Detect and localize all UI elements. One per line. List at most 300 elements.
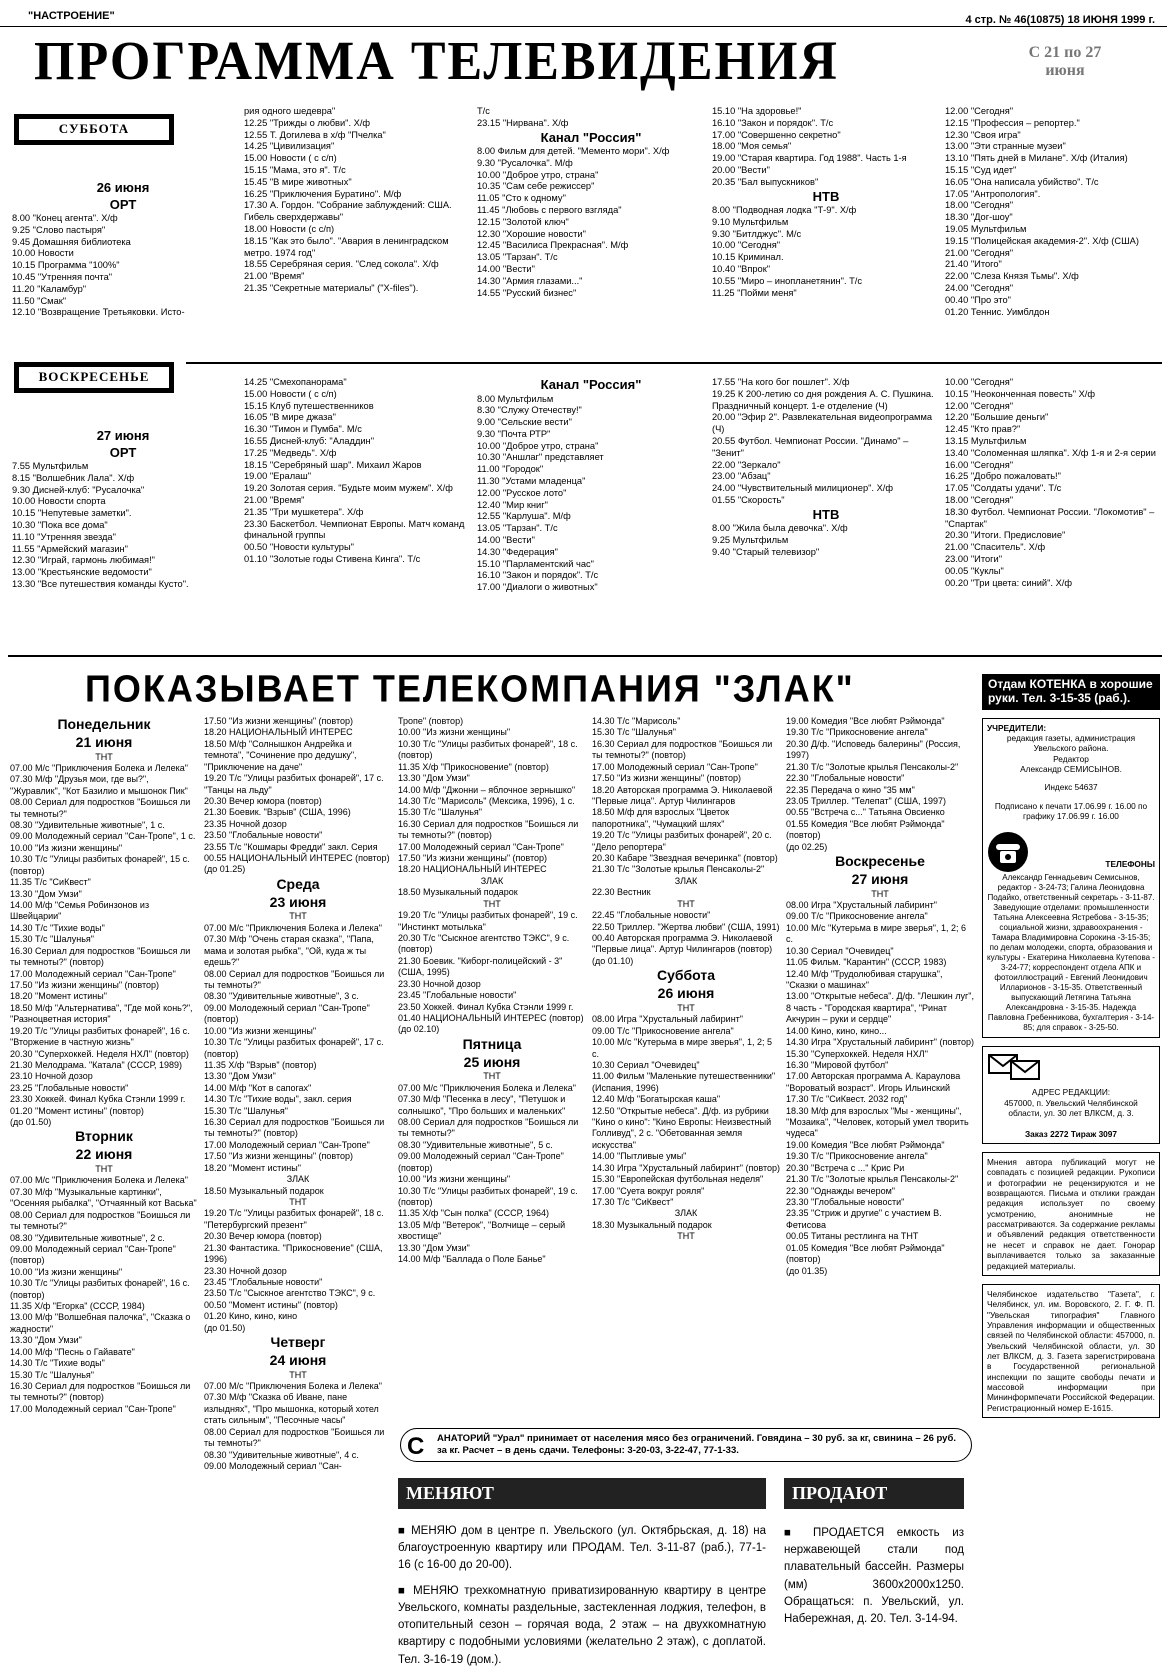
zlak-listing-item: 08.00 Игра "Хрустальный лабиринт" bbox=[592, 1014, 743, 1025]
listing-item: 18.15 "Как это было". "Авария в ленинградском метро. 1974 год" bbox=[244, 235, 449, 258]
zlak-listing-item: 13.00 М/ф "Волшебная палочка", "Сказка о жадности" bbox=[10, 1312, 191, 1334]
zlak-listing-item: 01.20 Кино, кино, кино bbox=[204, 1311, 298, 1322]
saturday-col-2 bbox=[244, 106, 472, 352]
zlak-listing-item: 23.10 Ночной дозор bbox=[10, 1071, 93, 1082]
listing-item: 9.30 "Битлджус". М/с bbox=[712, 228, 802, 239]
zlak-listing-item: 13.05 М/ф "Ветерок", "Волчище – серый хвостище" bbox=[398, 1219, 566, 1242]
listing-item: 00.05 "Куклы" bbox=[945, 565, 1004, 576]
zlak-listing-item: 22.35 Передача о кино "35 мм" bbox=[786, 784, 915, 795]
zlak-col-2 bbox=[204, 716, 392, 1671]
zlak-listing-item: 17.00 Молодежный сериал "Сан-Тропе" bbox=[398, 841, 564, 852]
zlak-listing-item: 07.00 М/с "Приключения Болека и Лелека" bbox=[398, 1082, 576, 1093]
listing-item: 16.10 "Закон и порядок". Т/с bbox=[712, 117, 834, 128]
sunday-label: ВОСКРЕСЕНЬЕ bbox=[18, 366, 170, 389]
sell-title: ПРОДАЮТ bbox=[784, 1478, 964, 1509]
publisher-info: Челябинское издательство "Газета", г. Челябинск, ул. им. Воровского, 2. Г. Ф. П. "Увельская типография" Главного Управления информации и общественных связей по Челябинской области: 457000, п. Увельский Челябинской области, ул. 30 лет ВЛКСМ, д. 3. Газета зарегистрирована в Государственной региональной инспекции по защите свободы печати и массовой информации при Мининформпечати Российской Федерации. Регистрационный номер Е-1615. bbox=[982, 1284, 1160, 1418]
zlak-listing-item: 23.55 Т/с "Кошмары Фредди" закл. Серия bbox=[204, 841, 378, 852]
listing-item: 16.25 "Добро пожаловать!" bbox=[945, 471, 1061, 482]
date-range bbox=[1000, 44, 1130, 79]
zlak-day-heading: 25 июня bbox=[463, 1053, 521, 1070]
listing-item: 17.00 "Диалоги о животных" bbox=[477, 582, 598, 593]
zlak-day-heading: 27 июня bbox=[851, 870, 909, 887]
zlak-channel-label: ЗЛАК bbox=[674, 875, 698, 886]
listing-item: 10.00 Новости спорта bbox=[12, 496, 106, 507]
listing-item: 20.55 Футбол. Чемпионат России. "Динамо" – "Зенит" bbox=[712, 435, 909, 458]
sunday-col-2 bbox=[244, 377, 472, 647]
zlak-listing-item: 09.00 Молодежный сериал "Сан- bbox=[204, 1460, 342, 1471]
listing-item: 00.50 "Новости культуры" bbox=[244, 542, 354, 553]
zlak-listing-item: 10.30 Т/с "Улицы разбитых фонарей", 15 с. (повтор) bbox=[10, 854, 190, 876]
date-range-line: июня bbox=[1045, 61, 1085, 79]
listing-item: 7.55 Мультфильм bbox=[12, 461, 89, 471]
zlak-listing-item: 23.30 "Глобальные новости" bbox=[786, 1196, 905, 1207]
zlak-channel-label: ЗЛАК bbox=[674, 1208, 698, 1219]
listing-item: 12.10 "Возвращение Третьяковки. Исто- bbox=[12, 307, 185, 318]
listing-item: 10.15 "Неоконченная повесть" Х/ф bbox=[945, 388, 1096, 399]
zlak-listing-item: 14.00 Кино, кино, кино... bbox=[786, 1025, 887, 1036]
zlak-channel-label: ТНТ bbox=[483, 1071, 501, 1082]
zlak-listing-item: 15.30 Т/с "Шалунья" bbox=[204, 1105, 288, 1116]
phones-list: Александр Геннадьевич Семисынов, редактор - 3-24-73; Галина Леонидовна Подайко, ответственный секретарь - 3-11-87. Заведующие отделами: промышленности Татьяна Алексеевна Ястребова - 3-15-35; социальной жизни, здравоохранения - Тамара Владимировна Сорокина -3-15-35; по делам молодежи, спорта, образования и культуры - Екатерина Николаевна Кутепова - 3-24-77; корреспондент отдела АПК и фотоиллюстраций - Евгений Леонидович Илларионов - 3-15-35. Ответственный выпускающий Летягина Татьяна Александровна - 3-15-35. Надежда Павловна Гребенникова, бухгалтерия - 3-14-85; для справок - 3-25-50. bbox=[987, 873, 1155, 1033]
zlak-listing-item: 14.00 М/ф "Джонни – яблочное зернышко" bbox=[398, 784, 576, 795]
zlak-listing-item: 14.30 Т/с "Тихие воды" bbox=[10, 922, 105, 933]
zlak-listing-item: 14.30 Т/с "Тихие воды" bbox=[10, 1358, 105, 1369]
zlak-listing-item: 19.20 Т/с "Улицы разбитых фонарей", 17 с. "Танцы на льду" bbox=[204, 773, 384, 795]
zlak-channel-label: ТНТ bbox=[289, 911, 307, 922]
listing-item: 8.15 "Волшебник Лала". Х/ф bbox=[12, 472, 135, 483]
zlak-listing-item: 09.00 Т/с "Прикосновение ангела" bbox=[786, 911, 928, 922]
zlak-col-4 bbox=[592, 716, 780, 1424]
zlak-listing-item: 17.00 Молодежный сериал "Сан-Тропе" bbox=[592, 761, 758, 772]
saturday-col-4 bbox=[712, 106, 940, 352]
zlak-listing-item: 07.30 М/ф "Сказка об Иване, пане излыднях", "Про мышонка, который хотел стать сильным", "Песочные часы" bbox=[204, 1392, 379, 1426]
zlak-listing-item: (до 01.50) bbox=[204, 1322, 246, 1333]
zlak-day-heading: Суббота bbox=[656, 967, 716, 984]
section-rule bbox=[8, 655, 1162, 657]
listing-item: 14.25 "Смехопанорама" bbox=[244, 377, 347, 387]
zlak-listing-item: (до 01.50) bbox=[10, 1117, 52, 1128]
zlak-listing-item: 14.30 Т/с "Тихие воды", закл. серия bbox=[204, 1094, 352, 1105]
zlak-listing-item: 08.30 "Удивительные животные", 4 с. bbox=[204, 1449, 359, 1460]
listing-item: 12.30 "Играй, гармонь любимая!" bbox=[12, 555, 155, 566]
zlak-listing-item: 10.30 Т/с "Улицы разбитых фонарей", 16 с. (повтор) bbox=[10, 1278, 190, 1300]
channel-heading: НТВ bbox=[812, 188, 840, 204]
listing-item: 9.25 "Слово пастыря" bbox=[12, 224, 106, 235]
zlak-listing-item: 15.30 "Европейская футбольная неделя" bbox=[592, 1174, 764, 1185]
listing-item: 14.30 "Федерация" bbox=[477, 546, 558, 557]
zlak-listing-item: 01.05 Комедия "Все любят Рэймонда" (повтор) bbox=[786, 1242, 945, 1265]
zlak-listing-item: 23.30 Ночной дозор bbox=[204, 1265, 287, 1276]
newspaper-name: "НАСТРОЕНИЕ" bbox=[28, 10, 115, 22]
listing-item: 16.10 "Закон и порядок". Т/с bbox=[477, 570, 599, 581]
zlak-listing-item: 10.00 М/с "Кутерьма в мире зверья", 1, 2; 6 с. bbox=[786, 922, 966, 945]
zlak-listing-item: 21.30 Т/с "Золотые крылья Пенсаколы-2" bbox=[786, 1174, 959, 1185]
zlak-listing-item: 17.00 Молодежный сериал "Сан-Тропе" bbox=[10, 968, 176, 979]
zlak-listing-item: 18.30 М/ф для взрослых "Мы - женщины", "Мозаика", "Человек, который умел творить чудеса" bbox=[786, 1105, 969, 1139]
listing-item: 15.10 "Парламентский час" bbox=[477, 558, 594, 569]
zlak-channel-label: ТНТ bbox=[871, 888, 889, 899]
listing-item: 19.25 К 200-летию со дня рождения А. С. Пушкина. Праздничный концерт. 1-е отделение (Ч) bbox=[712, 388, 934, 411]
zlak-day-heading: 24 июня bbox=[269, 1351, 327, 1368]
zlak-col-3 bbox=[398, 716, 586, 1424]
listing-item: 23.00 "Абзац" bbox=[712, 471, 771, 482]
zlak-listing-item: 17.00 Авторская программа А. Караулова "Вороватый возраст". Игорь Ильинский bbox=[786, 1071, 961, 1093]
zlak-listing-item: 18.50 Музыкальный подарок bbox=[204, 1185, 324, 1196]
address: 457000, п. Увельский Челябинской области, ул. 30 лет ВЛКСМ, д. 3. bbox=[1004, 1097, 1138, 1119]
zlak-title: ПОКАЗЫВАЕТ ТЕЛЕКОМПАНИЯ "ЗЛАК" bbox=[85, 666, 855, 711]
zlak-listing-item: 13.30 "Дом Умзи" bbox=[10, 1335, 82, 1346]
listing-item: 17.05 "Солдаты удачи". Т/с bbox=[945, 483, 1062, 494]
listing-item: 8.00 "Жила была девочка". Х/ф bbox=[712, 523, 848, 534]
listing-item: 9.10 Мультфильм bbox=[712, 216, 789, 227]
zlak-channel-label: ТНТ bbox=[289, 1196, 307, 1207]
zlak-listing-item: 07.30 М/ф "Очень старая сказка", "Папа, мама и золотая рыбка", "Ой, куда ж ты едешь?" bbox=[204, 934, 374, 968]
date-range-line: С 21 по 27 bbox=[1028, 44, 1102, 61]
zlak-listing-item: 19.20 Т/с "Улицы разбитых фонарей", 18 с. "Петербургский презент" bbox=[204, 1208, 384, 1230]
zlak-listing-item: 10.30 Т/с "Улицы разбитых фонарей", 17 с. (повтор) bbox=[204, 1037, 384, 1059]
listing-item: 19.00 "Старая квартира. Год 1988". Часть 1-я bbox=[712, 153, 907, 164]
telephone-icon bbox=[987, 831, 1029, 873]
zlak-listing-item: (до 01.35) bbox=[786, 1265, 828, 1276]
zlak-listing-item: 08.30 "Удивительные животные", 3 с. bbox=[204, 991, 359, 1002]
listing-item: 19.20 Золотая серия. "Будьте моим мужем". Х/ф bbox=[244, 483, 453, 494]
zlak-listing-item: 22.30 "Однажды вечером" bbox=[786, 1185, 895, 1196]
zlak-day-heading: Четверг bbox=[270, 1334, 326, 1351]
channel-heading: НТВ bbox=[812, 506, 840, 522]
zlak-listing-item: 14.30 Игра "Хрустальный лабиринт" (повтор) bbox=[592, 1162, 780, 1173]
zlak-listing-item: 18.50 М/ф "Солнышкон Андрейка и темнота", "Сочинение про дедушку", "Приключение на даче" bbox=[204, 738, 357, 772]
exchange-ad: ■ МЕНЯЮ дом в центре п. Увельского (ул. Октябрьская, д. 18) на благоустроенную квартиру или ПРОДАМ. Тел. 3-11-87 (раб.), 77-1-16 (с 16-00 до 20-00). bbox=[398, 1524, 766, 1572]
channel-heading: Канал "Россия" bbox=[540, 377, 642, 392]
listing-item: 01.20 Теннис. Уимблдон bbox=[945, 306, 1050, 317]
listing-item: 10.35 "Сам себе режиссер" bbox=[477, 181, 595, 192]
listing-item: 10.15 Криминал. bbox=[712, 252, 784, 263]
listing-item: 14.30 "Армия глазами..." bbox=[477, 275, 583, 286]
zlak-listing-item: 13.30 "Дом Умзи" bbox=[204, 1071, 276, 1082]
listing-item: 16.05 "В мире джаза" bbox=[244, 412, 336, 423]
listing-item: 8.00 Фильм для детей. "Мементо мори". Х/ф bbox=[477, 146, 670, 157]
zlak-listing-item: 20.30 Вечер юмора (повтор) bbox=[204, 795, 322, 806]
listing-item: 12.15 "Профессия – репортер." bbox=[945, 117, 1080, 128]
order-circulation: Заказ 2272 Тираж 3097 bbox=[1024, 1128, 1118, 1139]
zlak-listing-item: 18.50 Музыкальный подарок bbox=[398, 887, 518, 898]
zlak-listing-item: 15.30 Т/с "Шалунья" bbox=[592, 727, 676, 738]
zlak-listing-item: 18.20 НАЦИОНАЛЬНЫЙ ИНТЕРЕС bbox=[204, 727, 353, 738]
zlak-listing-item: 01.40 НАЦИОНАЛЬНЫЙ ИНТЕРЕС (повтор) bbox=[398, 1012, 584, 1023]
listing-item: 00.20 "Три цвета: синий". Х/ф bbox=[945, 577, 1073, 588]
zlak-listing-item: 21.30 Боевик. "Киборг-полицейский - 3" (США, 1995) bbox=[398, 955, 563, 978]
zlak-listing-item: 16.30 Сериал для подростков "Боишься ли ты темноты?" (повтор) bbox=[10, 1381, 191, 1403]
listing-item: 21.40 "Итого" bbox=[945, 259, 1002, 270]
listing-item: 18.30 Футбол. Чемпионат России. "Локомотив" – "Спартак" bbox=[945, 506, 1155, 529]
zlak-listing-item: 19.30 Т/с "Прикосновение ангела" bbox=[786, 1151, 928, 1162]
channel-heading: 27 июня bbox=[96, 428, 150, 443]
listing-item: 12.00 "Сегодня" bbox=[945, 400, 1014, 411]
zlak-listing-item: 00.50 "Момент истины" (повтор) bbox=[204, 1299, 338, 1310]
listing-item: 17.00 "Совершенно секретно" bbox=[712, 129, 841, 140]
zlak-listing-item: 17.00 Молодежный сериал "Сан-Тропе" bbox=[10, 1403, 176, 1414]
listing-item: 9.40 "Старый телевизор" bbox=[712, 546, 820, 557]
zlak-listing-item: 09.00 Молодежный сериал "Сан-Тропе" (повтор) bbox=[398, 1151, 564, 1173]
zlak-listing-item: 23.05 Триллер. "Телепат" (США, 1997) bbox=[786, 795, 946, 806]
zlak-day-heading: Среда bbox=[276, 875, 320, 892]
zlak-listing-item: 09.00 Т/с "Прикосновение ангела" bbox=[592, 1025, 734, 1036]
zlak-listing-item: 11.35 Х/ф "Егорка" (СССР, 1984) bbox=[10, 1301, 145, 1312]
listing-item: 21.00 "Время" bbox=[244, 271, 305, 282]
listing-item: 24.00 "Сегодня" bbox=[945, 282, 1014, 293]
zlak-listing-item: 15.30 "Суперхоккей. Неделя НХЛ" bbox=[786, 1048, 928, 1059]
listing-item: 15.00 Новости ( с с/п) bbox=[244, 388, 337, 399]
zlak-listing-item: 11.35 Х/ф "Сын полка" (СССР, 1964) bbox=[398, 1208, 549, 1219]
zlak-listing-item: 14.00 М/ф "Баллада о Поле Банье" bbox=[398, 1254, 546, 1265]
sidebar bbox=[982, 674, 1160, 1418]
subscription-index: Индекс 54637 bbox=[1044, 782, 1098, 793]
zlak-listing-item: 13.30 "Дом Умзи" bbox=[398, 773, 470, 784]
listing-item: 10.55 "Миро – инопланетянин". Т/с bbox=[712, 275, 863, 286]
zlak-listing-item: 19.20 Т/с "Улицы разбитых фонарей", 20 с. "Дело репортера" bbox=[592, 830, 772, 852]
zlak-listing-item: 00.05 Титаны рестлинга на ТНТ bbox=[786, 1231, 919, 1242]
listing-item: 10.15 Программа "100%" bbox=[12, 260, 120, 271]
channel-heading: Канал "Россия" bbox=[540, 129, 642, 145]
listing-item: 8.00 Мультфильм bbox=[477, 393, 554, 404]
zlak-listing-item: 14.00 М/ф "Семья Робинзонов из Швейцарии" bbox=[10, 900, 150, 922]
listing-item: 13.00 "Крестьянские ведомости" bbox=[12, 567, 152, 578]
zlak-listing-item: 08.00 Сериал для подростков "Боишься ли ты темноты?" bbox=[398, 1117, 579, 1139]
listing-item: 18.30 "Дог-шоу" bbox=[945, 212, 1013, 223]
zlak-listing-item: 17.00 "Суета вокруг рояля" bbox=[592, 1185, 705, 1196]
zlak-listing-item: 10.00 "Из жизни женщины" bbox=[10, 842, 123, 853]
listing-item: 9.25 Мультфильм bbox=[712, 535, 789, 546]
listing-item: 9.30 "Почта РТР" bbox=[477, 428, 551, 439]
saturday-col-1 bbox=[12, 180, 234, 352]
listing-item: 9.45 Домашняя библиотека bbox=[12, 236, 131, 247]
listing-item: 10.40 "Впрок" bbox=[712, 264, 771, 275]
zlak-listing-item: 17.00 Молодежный сериал "Сан-Тропе" bbox=[204, 1139, 370, 1150]
zlak-listing-item: 23.50 Т/с "Сыскное агентство ТЭКС", 9 с. bbox=[204, 1288, 376, 1299]
ural-ad bbox=[400, 1428, 972, 1462]
editor-label: Редактор bbox=[1053, 753, 1089, 764]
address-box bbox=[982, 1046, 1160, 1143]
zlak-listing-item: 10.00 "Из жизни женщины" bbox=[398, 727, 511, 738]
listing-item: 13.40 "Соломенная шляпка". Х/ф 1-я и 2-я серии bbox=[945, 447, 1156, 458]
listing-item: 12.30 "Хорошие новости" bbox=[477, 228, 586, 239]
zlak-listing-item: 23.25 "Глобальные новости" bbox=[10, 1082, 129, 1093]
listing-item: 11.00 "Городок" bbox=[477, 464, 544, 475]
zlak-listing-item: 21.30 Т/с "Золотые крылья Пенсаколы-2" bbox=[786, 761, 959, 772]
zlak-listing-item: 19.00 Комедия "Все любят Рэймонда" bbox=[786, 716, 945, 726]
listing-item: 18.15 "Серебряный шар". Михаил Жаров bbox=[244, 459, 422, 470]
listing-item: 17.30 А. Гордон. "Собрание заблуждений: США. Гибель сверхдержавы" bbox=[244, 200, 452, 223]
zlak-listing-item: 19.30 Т/с "Прикосновение ангела" bbox=[786, 727, 928, 738]
zlak-listing-item: 23.35 Ночной дозор bbox=[204, 818, 287, 829]
zlak-listing-item: (до 02.25) bbox=[786, 841, 828, 852]
zlak-listing-item: 11.35 Х/ф "Взрыв" (повтор) bbox=[204, 1059, 317, 1070]
zlak-channel-label: ЗЛАК bbox=[480, 875, 504, 886]
listing-item: 23.00 "Итоги" bbox=[945, 553, 1003, 564]
zlak-listing-item: 07.30 М/ф "Музыкальные картинки", "Осенняя рыбалка", "Отчаянный кот Васька" bbox=[10, 1186, 197, 1209]
listing-item: 21.00 "Сегодня" bbox=[945, 247, 1014, 258]
saturday-label-box bbox=[14, 114, 174, 145]
zlak-listing-item: 08.30 "Удивительные животные", 2 с. bbox=[10, 1232, 165, 1243]
listing-item: 11.25 "Пойми меня" bbox=[712, 287, 797, 298]
founders: редакция газеты, администрация Увельского района. bbox=[1006, 732, 1136, 754]
zlak-listing-item: 09.00 Молодежный сериал "Сан-Тропе" (повтор) bbox=[204, 1002, 370, 1025]
zlak-day-heading: Пятница bbox=[462, 1035, 522, 1052]
zlak-listing-item: 08.30 "Удивительные животные", 5 с. bbox=[398, 1139, 553, 1150]
zlak-listing-item: 17.50 "Из жизни женщины" (повтор) bbox=[204, 1151, 354, 1162]
listing-item: 10.00 "Сегодня" bbox=[945, 377, 1014, 387]
zlak-listing-item: 17.50 "Из жизни женщины" (повтор) bbox=[592, 773, 742, 784]
listing-item: 15.15 Клуб путешественников bbox=[244, 400, 374, 411]
listing-item: 11.20 "Каламбур" bbox=[12, 283, 87, 294]
listing-item: 19.15 "Полицейская академия-2". Х/ф (США) bbox=[945, 235, 1139, 246]
zlak-listing-item: 11.05 Фильм. "Карантин" (СССР, 1983) bbox=[786, 957, 947, 968]
zlak-listing-item: 23.30 Ночной дозор bbox=[398, 978, 481, 989]
listing-item: 15.45 "В мире животных" bbox=[244, 176, 352, 187]
zlak-day-heading: 23 июня bbox=[269, 893, 327, 910]
zlak-listing-item: 18.20 Авторская программа Э. Николаевой "Первые лица". Артур Чилингаров bbox=[592, 784, 773, 806]
zlak-listing-item: 14.00 М/ф "Песнь о Гайавате" bbox=[10, 1346, 135, 1357]
imprint-box bbox=[982, 718, 1160, 1039]
listing-item: 24.00 "Чувствительный милиционер". Х/ф bbox=[712, 483, 894, 494]
zlak-listing-item: 08.00 Сериал для подростков "Боишься ли ты темноты?" bbox=[204, 1426, 385, 1449]
listing-item: 21.35 "Три мушкетера". Х/ф bbox=[244, 506, 364, 517]
zlak-listing-item: 23.45 "Глобальные новости" bbox=[204, 1276, 323, 1287]
zlak-channel-label: ЗЛАК bbox=[286, 1174, 310, 1185]
zlak-listing-item: 15.30 Т/с "Шалунья" bbox=[398, 807, 482, 818]
listing-item: 12.25 "Трижды о любви". Х/ф bbox=[244, 117, 371, 128]
listing-item: 18.55 Серебряная серия. "След сокола". Х/ф bbox=[244, 259, 439, 270]
listing-item: 8.00 "Подводная лодка "Т-9". Х/ф bbox=[712, 205, 857, 216]
saturday-label: СУББОТА bbox=[18, 118, 170, 141]
zlak-listing-item: 23.45 "Глобальные новости" bbox=[398, 990, 517, 1001]
listing-item: 13.05 "Тарзан". Т/с bbox=[477, 523, 558, 534]
issue-info: 4 стр. № 46(10875) 18 ИЮНЯ 1999 г. bbox=[965, 14, 1155, 26]
exchange-ad: ■ МЕНЯЮ трехкомнатную приватизированную квартиру в центре Увельского, комнаты раздельные, застекленная лоджия, телефон, в отопительный сезон – горячая вода, 2 этаж – на двухкомнатную квартиру с подобными условиями (желательно 2 этаж), с доплатой. Тел. 3-16-19 (дом.). bbox=[398, 1584, 766, 1666]
zlak-listing-item: 16.30 "Мировой футбол" bbox=[786, 1059, 889, 1070]
zlak-listing-item: 16.30 Сериал для подростков "Боишься ли ты темноты?" (повтор) bbox=[10, 945, 191, 968]
zlak-listing-item: 10.30 Т/с "Улицы разбитых фонарей", 18 с. (повтор) bbox=[398, 738, 578, 761]
listing-item: 17.55 "На кого бог пошлет". Х/ф bbox=[712, 377, 850, 387]
zlak-listing-item: 20.30 Д/ф. "Исповедь балерины" (Россия, 1997) bbox=[786, 738, 961, 761]
zlak-listing-item: 13.30 "Дом Умзи" bbox=[398, 1242, 470, 1253]
zlak-listing-item: 14.00 М/ф "Кот в сапогах" bbox=[204, 1082, 312, 1093]
listing-item: 12.00 "Сегодня" bbox=[945, 106, 1014, 116]
zlak-listing-item: 21.30 Т/с "Золотые крылья Пенсаколы-2" bbox=[592, 864, 765, 875]
editor-name: Александр СЕМИСЫНОВ. bbox=[1020, 764, 1122, 775]
sell-ad: ■ ПРОДАЕТСЯ емкость из нержавеющей стали под плавательный бассейн. Размеры (мм) 3600х2000х1250. Обращаться: п. Увельский, ул. Набережная, д. 20. Тел. 3-14-94. bbox=[784, 1526, 964, 1626]
listing-item: 14.25 "Цивилизация" bbox=[244, 141, 335, 152]
listing-item: 16.25 "Приключения Буратино". М/ф bbox=[244, 188, 402, 199]
exchange-title: МЕНЯЮТ bbox=[398, 1478, 766, 1509]
listing-item: 10.30 "Пока все дома" bbox=[12, 519, 108, 530]
zlak-listing-item: 15.30 Т/с "Шалунья" bbox=[10, 934, 94, 945]
sunday-col-3 bbox=[477, 377, 705, 647]
zlak-listing-item: 10.00 "Из жизни женщины" bbox=[398, 1174, 511, 1185]
disclaimer: Мнения автора публикаций могут не совпадать с позицией редакции. Рукописи и фотографии не рецензируются и не возвращаются. Письма и отклики граждан редакция использует по своему усмотрению, анонимные не рассматриваются. За содержание рекламы и объявлений редакция ответственности не несет и справок не дает. Гонорар выплачивается только за заказанные редакцией материалы. bbox=[982, 1152, 1160, 1276]
zlak-listing-item: 18.30 Музыкальный подарок bbox=[592, 1219, 712, 1230]
listing-item: 21.35 "Секретные материалы" ("X-files"). bbox=[244, 282, 419, 293]
channel-heading: 26 июня bbox=[96, 180, 150, 195]
listing-item: 12.20 "Большие деньги" bbox=[945, 412, 1049, 423]
zlak-listing-item: 08.30 "Удивительные животные", 1 с. bbox=[10, 820, 165, 831]
saturday-col-3 bbox=[477, 106, 705, 352]
zlak-listing-item: 07.30 М/ф "Друзья мои, где вы?", "Журавлик", "Кот Базилио и мышонок Пик" bbox=[10, 774, 188, 796]
zlak-channel-label: ТНТ bbox=[677, 898, 695, 909]
zlak-listing-item: 07.00 М/с "Приключения Болека и Лелека" bbox=[204, 1381, 382, 1391]
zlak-listing-item: 18.20 НАЦИОНАЛЬНЫЙ ИНТЕРЕС bbox=[398, 864, 547, 875]
listing-item: 20.00 "Вести" bbox=[712, 164, 770, 175]
zlak-day-heading: 26 июня bbox=[657, 985, 715, 1002]
listing-item: 15.15 "Суд идет" bbox=[945, 164, 1017, 175]
listing-item: 13.30 "Все путешествия команды Кусто". bbox=[12, 578, 189, 589]
listing-item: 12.00 "Русское лото" bbox=[477, 487, 567, 498]
saturday-col-5 bbox=[945, 106, 1160, 352]
zlak-listing-item: 10.30 Сериал "Очевидец" bbox=[786, 945, 894, 956]
zlak-listing-item: 12.40 М/ф "Трудолюбивая старушка", "Сказки о машинах" bbox=[786, 968, 943, 990]
zlak-listing-item: 20.30 "Суперхоккей. Неделя НХЛ" (повтор) bbox=[10, 1048, 189, 1059]
sell-section bbox=[784, 1478, 964, 1628]
zlak-listing-item: 21.30 Боевик. "Взрыв" (США, 1996) bbox=[204, 807, 351, 818]
zlak-listing-item: 10.30 Т/с "Улицы разбитых фонарей", 19 с. (повтор) bbox=[398, 1185, 578, 1207]
zlak-listing-item: 23.30 Хоккей. Финал Кубка Стэнли 1999 г. bbox=[10, 1094, 186, 1105]
zlak-listing-item: 18.20 "Момент истины" bbox=[204, 1162, 301, 1173]
zlak-listing-item: 19.00 Комедия "Все любят Рэймонда" bbox=[786, 1139, 945, 1150]
zlak-listing-item: 22.30 "Глобальные новости" bbox=[786, 773, 905, 784]
section-rule bbox=[186, 362, 1162, 364]
listing-item: 22.00 "Зеркало" bbox=[712, 459, 781, 470]
listing-item: 15.15 "Мама, это я". Т/с bbox=[244, 164, 346, 175]
zlak-day-heading: Понедельник bbox=[57, 716, 151, 732]
listing-item: 13.15 Мультфильм bbox=[945, 435, 1027, 446]
zlak-listing-item: 00.55 "Встреча с..." Татьяна Овсиенко bbox=[786, 807, 945, 818]
zlak-listing-item: (до 02.10) bbox=[398, 1024, 440, 1035]
listing-item: 12.40 "Мир книг" bbox=[477, 499, 548, 510]
zlak-listing-item: 14.30 Т/с "Марисоль" (Мексика, 1996), 1 с. bbox=[398, 795, 575, 806]
zlak-listing-item: 00.40 Авторская программа Э. Николаевой "Первые лица". Артур Чилингаров (повтор) bbox=[592, 933, 773, 955]
zlak-listing-item: 16.30 Сериал для подростков "Боишься ли ты темноты?" (повтор) bbox=[204, 1117, 385, 1139]
listing-item: 20.00 "Эфир 2". Развлекательная видеопрограмма (Ч) bbox=[712, 412, 933, 435]
zlak-listing-item: 16.30 Сериал для подростков "Боишься ли ты темноты?" (повтор) bbox=[592, 738, 773, 761]
zlak-listing-item: 20.30 Т/с "Сыскное агентство ТЭКС", 9 с. (повтор) bbox=[398, 933, 570, 955]
zlak-channel-label: ТНТ bbox=[95, 751, 113, 762]
zlak-listing-item: 20.30 Вечер юмора (повтор) bbox=[204, 1231, 322, 1242]
listing-item: 18.00 "Сегодня" bbox=[945, 200, 1014, 211]
listing-item: 10.30 "Аншлаг" представляет bbox=[477, 452, 604, 463]
listing-item: 9.00 "Сельские вести" bbox=[477, 417, 572, 428]
channel-heading: ОРТ bbox=[109, 196, 137, 212]
zlak-listing-item: 13.30 "Дом Умзи" bbox=[10, 888, 82, 899]
zlak-listing-item: 20.30 Кабаре "Звездная вечеринка" (повтор) bbox=[592, 853, 778, 864]
zlak-listing-item: 09.00 Молодежный сериал "Сан-Тропе", 1 с. bbox=[10, 831, 196, 842]
exchange-section bbox=[398, 1478, 766, 1669]
zlak-listing-item: 18.50 М/ф "Альтернатива", "Где мой конь?", "Разноцветная история" bbox=[10, 1002, 193, 1025]
zlak-listing-item: 14.00 "Пытливые умы" bbox=[592, 1151, 687, 1162]
listing-item: 01.55 "Скорость" bbox=[712, 494, 785, 505]
zlak-listing-item: 14.30 Т/с "Марисоль" bbox=[592, 716, 681, 726]
listing-item: 11.30 "Устами младенца" bbox=[477, 476, 586, 487]
phones-title: ТЕЛЕФОНЫ bbox=[1105, 859, 1155, 870]
zlak-listing-item: 22.45 "Глобальные новости" bbox=[592, 910, 711, 921]
zlak-listing-item: 11.35 Т/с "СиКвест" bbox=[10, 877, 91, 888]
header-rule bbox=[0, 26, 1167, 27]
listing-item: 19.00 "Ералаш" bbox=[244, 471, 312, 482]
listing-item: 14.55 "Русский бизнес" bbox=[477, 287, 577, 298]
zlak-listing-item: 21.30 Фантастика. "Прикосновение" (США, 1996) bbox=[204, 1242, 383, 1265]
zlak-listing-item: 12.40 М/ф "Богатырская каша" bbox=[592, 1094, 721, 1105]
zlak-listing-item: 10.00 "Из жизни женщины" bbox=[204, 1025, 317, 1036]
zlak-col-1 bbox=[10, 716, 198, 1671]
